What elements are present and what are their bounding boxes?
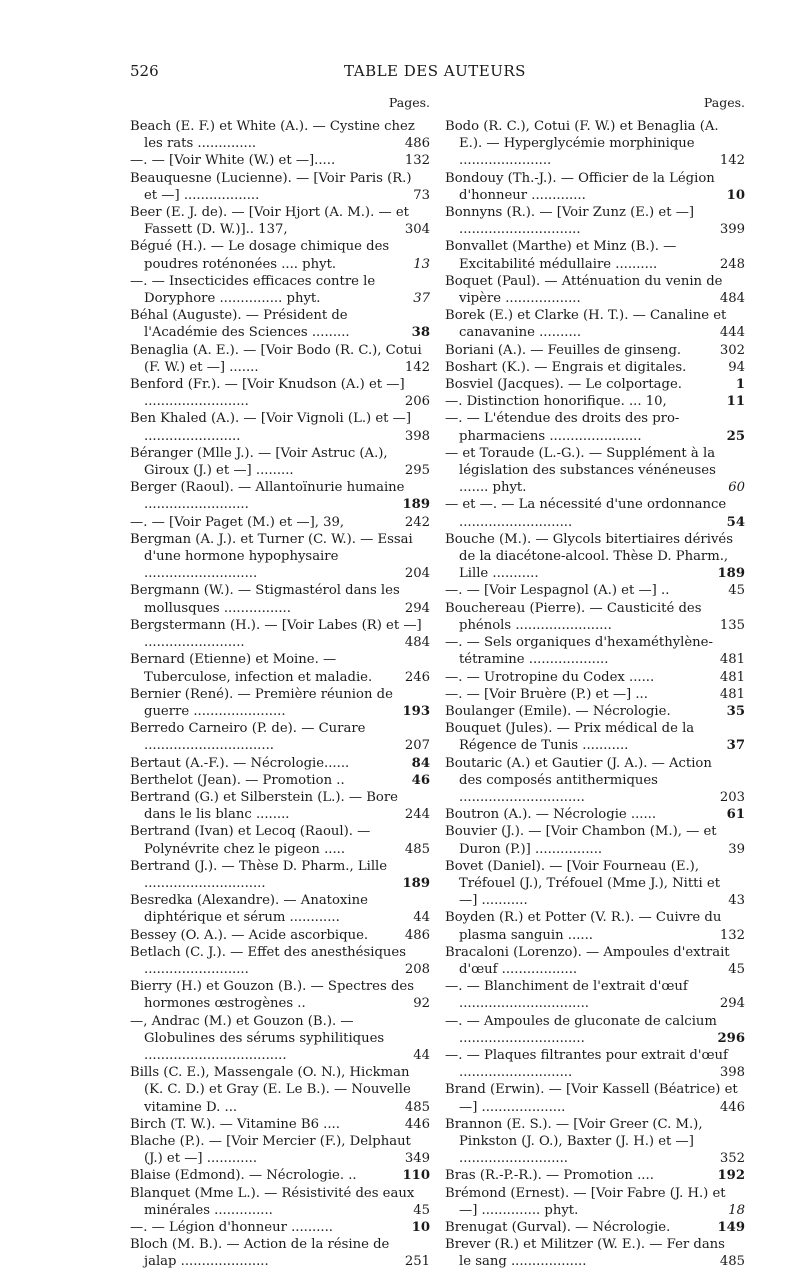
entry-page-number: 84 (397, 755, 430, 772)
entry-text: Bouche (M.). — Glycols bitertiaires dérivés de la diacétone-alcool. Thèse D. Pharm., Lille ........... (445, 531, 733, 582)
index-entry (130, 1219, 430, 1236)
entry-text: Bertrand (Ivan) et Lecoq (Raoul). — Polynévrite chez le pigeon ..... (130, 824, 371, 857)
index-entry (130, 376, 430, 410)
entry-text: Blaise (Edmond). — Nécrologie. .. (130, 1168, 357, 1184)
entry-text: Beer (E. J. de). — [Voir Hjort (A. M.). — et Fassett (D. W.)].. 137, (130, 205, 409, 238)
entry-page-number: 39 (712, 841, 745, 858)
entry-page-number: 54 (712, 514, 745, 531)
entry-page-number: 1 (712, 376, 745, 393)
entry-text: Bernard (Etienne) et Moine. — Tuberculose, infection et maladie. (130, 652, 373, 685)
entry-text: Boquet (Paul). — Atténuation du venin de vipère .................. (445, 273, 723, 307)
index-entry (445, 359, 745, 376)
entry-text: Bouquet (Jules). — Prix médical de la Régence de Tunis ........... (445, 721, 695, 754)
entry-page-number: 204 (397, 565, 430, 582)
entry-page-number: 10 (712, 187, 745, 204)
entry-page-number: 446 (712, 1099, 745, 1116)
entry-text: Bégué (H.). — Le dosage chimique des poudres roténonées .... phyt. (130, 239, 390, 272)
entry-text: —. — Insecticides efficaces contre le Doryphore ............... phyt. (130, 273, 376, 307)
index-entry (130, 1133, 430, 1167)
entry-page-number: 294 (397, 600, 430, 617)
entry-page-number: 60 (712, 479, 745, 496)
entry-text: Bertaut (A.-F.). — Nécrologie...... (130, 755, 350, 771)
entry-page-number: 43 (712, 892, 745, 909)
entry-page-number: 481 (712, 669, 745, 686)
index-entry (445, 634, 745, 668)
entry-text: —. — Ampoules de gluconate de calcium .............................. (445, 1013, 717, 1046)
entry-page-number: 206 (397, 393, 430, 410)
entry-text: Benaglia (A. E.). — [Voir Bodo (R. C.), Cotui (F. W.) et —] ....... (130, 342, 422, 375)
index-entry (445, 909, 745, 943)
entry-text: —. — [Voir Lespagnol (A.) et —] .. (445, 583, 670, 599)
entry-text: Bouvier (J.). — [Voir Chambon (M.), — et Duron (P.)] ................ (445, 824, 717, 857)
entry-page-number: 244 (397, 806, 430, 823)
index-entry (130, 1064, 430, 1116)
entry-page-number: 398 (712, 1064, 745, 1081)
entry-text: — et Toraude (L.-G.). — Supplément à la législation des substances vénéneuses ....... phyt. (445, 445, 716, 496)
index-entry (445, 342, 745, 359)
entry-page-number: 37 (397, 290, 430, 307)
entry-text: Besredka (Alexandre). — Anatoxine diphtérique et sérum ............ (130, 893, 368, 926)
entry-page-number: 481 (712, 651, 745, 668)
entry-page-number: 45 (712, 961, 745, 978)
entry-text: Bloch (M. B.). — Action de la résine de jalap ..................... (130, 1237, 390, 1270)
index-entry (445, 1236, 745, 1270)
index-entry (130, 307, 430, 341)
index-entry (130, 410, 430, 444)
index-entry (130, 892, 430, 926)
index-entry (130, 686, 430, 720)
entry-text: —. — [Voir Bruère (P.) et —] ... (445, 686, 648, 702)
index-entry (130, 582, 430, 616)
index-entry (130, 823, 430, 857)
entry-text: Brenugat (Gurval). — Nécrologie. (445, 1220, 671, 1235)
entry-page-number: 302 (712, 342, 745, 359)
entry-text: Bergstermann (H.). — [Voir Labes (R) et —] ........................ (130, 617, 422, 651)
entry-page-number: 38 (397, 324, 430, 341)
entry-text: Blache (P.). — [Voir Mercier (F.), Delphaut (J.) et —] ............ (130, 1133, 411, 1167)
entry-text: Brever (R.) et Militzer (W. E.). — Fer dans le sang .................. (445, 1237, 725, 1270)
entry-text: Béhal (Auguste). — Président de l'Académie des Sciences ......... (130, 308, 350, 341)
index-entry (130, 1236, 430, 1270)
entry-page-number: 296 (712, 1030, 745, 1047)
entry-page-number: 485 (712, 1253, 745, 1270)
entry-text: Bernier (René). — Première réunion de guerre ...................... (130, 686, 393, 719)
entry-page-number: 485 (397, 841, 430, 858)
entry-text: —. — L'étendue des droits des pro-pharmaciens ...................... (445, 411, 680, 444)
entry-text: Beach (E. F.) et White (A.). — Cystine chez les rats .............. (130, 119, 415, 152)
entry-page-number: 484 (712, 290, 745, 307)
index-entry (445, 703, 745, 720)
index-entry (130, 118, 430, 152)
index-entry (445, 376, 745, 393)
entry-page-number: 132 (397, 152, 430, 169)
index-entry (130, 238, 430, 272)
entry-text: Borek (E.) et Clarke (H. T.). — Canaline et canavanine .......... (445, 308, 727, 341)
entry-page-number: 10 (397, 1219, 430, 1236)
index-entry (130, 1116, 430, 1133)
index-entry (445, 410, 745, 444)
entry-text: Beauquesne (Lucienne). — [Voir Paris (R.) et —] .................. (130, 170, 412, 203)
entry-text: Boutaric (A.) et Gautier (J. A.). — Action des composés antithermiques .............................. (445, 755, 712, 805)
index-entry (130, 755, 430, 772)
entry-page-number: 11 (712, 393, 745, 410)
entry-page-number: 486 (397, 135, 430, 152)
entry-page-number: 248 (712, 256, 745, 273)
index-entry (130, 273, 430, 307)
entry-page-number: 35 (712, 703, 745, 720)
entry-page-number: 45 (712, 582, 745, 599)
index-entry (130, 858, 430, 892)
right-column (445, 96, 745, 1271)
entry-page-number: 446 (397, 1116, 430, 1133)
index-entry (130, 617, 430, 651)
entry-page-number: 485 (397, 1099, 430, 1116)
entry-page-number: 192 (712, 1167, 745, 1184)
entry-text: Bouchereau (Pierre). — Causticité des phénols ....................... (445, 600, 702, 633)
entry-text: Bertrand (G.) et Silberstein (L.). — Bore dans le lis blanc ........ (130, 789, 398, 823)
entry-text: Bertrand (J.). — Thèse D. Pharm., Lille ............................. (130, 858, 388, 891)
index-entry (445, 755, 745, 807)
entry-page-number: 45 (397, 1202, 430, 1219)
entry-text: Bergman (A. J.). et Turner (C. W.). — Essai d'une hormone hypophysaire ........................... (130, 531, 413, 582)
entry-page-number: 44 (397, 1047, 430, 1064)
entry-text: Bonnyns (R.). — [Voir Zunz (E.) et —] ............................. (445, 205, 695, 238)
index-entry (445, 600, 745, 634)
index-entry (445, 170, 745, 204)
running-title: TABLE DES AUTEURS (344, 62, 526, 80)
entry-text: Benford (Fr.). — [Voir Knudson (A.) et —] ......................... (130, 377, 405, 410)
entry-text: — et —. — La nécessité d'une ordonnance ........................... (445, 497, 727, 530)
entry-text: Berredo Carneiro (P. de). — Curare ............................... (130, 721, 366, 754)
entry-page-number: 73 (397, 187, 430, 204)
index-entry (130, 1185, 430, 1219)
index-entry (445, 686, 745, 703)
entry-page-number: 189 (397, 875, 430, 892)
entry-page-number: 484 (397, 634, 430, 651)
index-entry (445, 1047, 745, 1081)
entry-page-number: 251 (397, 1253, 430, 1270)
entry-text: Berger (Raoul). — Allantoïnurie humaine ......................... (130, 480, 405, 513)
index-entry (445, 1167, 745, 1184)
index-entry (130, 204, 430, 238)
index-entry (130, 170, 430, 204)
entry-text: Berthelot (Jean). — Promotion .. (130, 772, 345, 788)
entry-page-number: 110 (397, 1167, 430, 1184)
index-entry (445, 1219, 745, 1236)
index-entry (130, 514, 430, 531)
index-entry (130, 978, 430, 1012)
entry-page-number: 486 (397, 927, 430, 944)
entry-page-number: 349 (397, 1150, 430, 1167)
entry-page-number: 242 (397, 514, 430, 531)
index-entry (445, 978, 745, 1012)
entry-page-number: 399 (712, 221, 745, 238)
entry-text: Blanquet (Mme L.). — Résistivité des eaux minérales .............. (130, 1185, 415, 1218)
index-entry (445, 1081, 745, 1115)
index-entry (130, 651, 430, 685)
index-entry (130, 445, 430, 479)
entry-text: Boyden (R.) et Potter (V. R.). — Cuivre du plasma sanguin ...... (445, 910, 722, 943)
entry-page-number: 295 (397, 462, 430, 479)
index-entry (445, 531, 745, 583)
index-entry (445, 273, 745, 307)
page-header (130, 62, 740, 84)
entry-page-number: 203 (712, 789, 745, 806)
entry-text: Bierry (H.) et Gouzon (B.). — Spectres des hormones œstrogènes .. (130, 979, 414, 1012)
entry-text: Boutron (A.). — Nécrologie ...... (445, 807, 657, 823)
entry-text: Bonvallet (Marthe) et Minz (B.). — Excitabilité médullaire .......... (445, 239, 677, 272)
entry-page-number: 246 (397, 669, 430, 686)
index-entry (445, 806, 745, 823)
entry-text: —. — Urotropine du Codex ...... (445, 669, 655, 685)
index-entry (445, 445, 745, 497)
index-entry (445, 496, 745, 530)
entry-text: Ben Khaled (A.). — [Voir Vignoli (L.) et —] ....................... (130, 411, 411, 444)
entry-text: Béranger (Mlle J.). — [Voir Astruc (A.), Giroux (J.) et —] ......... (130, 445, 388, 479)
entry-text: Boulanger (Emile). — Nécrologie. (445, 703, 671, 719)
entry-text: Bessey (O. A.). — Acide ascorbique. (130, 927, 369, 943)
entry-page-number: 94 (712, 359, 745, 376)
index-entry (130, 927, 430, 944)
index-entry (130, 720, 430, 754)
entry-text: Bosviel (Jacques). — Le colportage. (445, 377, 682, 393)
pages-column-label: Pages. (388, 95, 430, 110)
entry-text: Bovet (Daniel). — [Voir Fourneau (E.), Tréfouel (J.), Tréfouel (Mme J.), Nitti et —] ........... (445, 858, 720, 909)
entry-text: Birch (T. W.). — Vitamine B6 .... (130, 1116, 340, 1132)
entry-text: Brémond (Ernest). — [Voir Fabre (J. H.) et —] .............. phyt. (445, 1185, 726, 1218)
index-entry (445, 720, 745, 754)
entry-text: —. — Plaques filtrantes pour extrait d'œuf ........................... (445, 1047, 728, 1081)
entry-page-number: 61 (712, 806, 745, 823)
index-entry (130, 772, 430, 789)
page-number: 526 (130, 62, 159, 80)
index-entry (445, 1116, 745, 1168)
entry-text: —. — [Voir White (W.) et —]..... (130, 153, 336, 169)
entry-page-number: 398 (397, 428, 430, 445)
index-entry (130, 479, 430, 513)
index-entry (445, 944, 745, 978)
entry-page-number: 142 (397, 359, 430, 376)
index-entry (130, 342, 430, 376)
index-entry (445, 204, 745, 238)
entry-text: Bills (C. E.), Massengale (O. N.), Hickman (K. C. D.) et Gray (E. Le B.). — Nouvelle vitamine D. ... (130, 1065, 411, 1115)
entry-page-number: 149 (712, 1219, 745, 1236)
entry-page-number: 304 (397, 221, 430, 238)
index-entry (445, 858, 745, 910)
index-entry (130, 531, 430, 583)
entry-page-number: 13 (397, 256, 430, 273)
entry-page-number: 444 (712, 324, 745, 341)
index-entry (445, 118, 745, 170)
entry-text: —. Distinction honorifique. ... 10, (445, 394, 667, 410)
index-entry (130, 152, 430, 169)
entry-text: Bras (R.-P.-R.). — Promotion .... (445, 1168, 654, 1184)
index-entry (445, 307, 745, 341)
pages-column-label: Pages. (703, 95, 745, 110)
index-entry (445, 1185, 745, 1219)
entry-text: Boshart (K.). — Engrais et digitales. (445, 359, 687, 375)
entry-page-number: 207 (397, 737, 430, 754)
entry-text: Brand (Erwin). — [Voir Kassell (Béatrice) et —] .................... (445, 1082, 738, 1115)
entry-text: Bracaloni (Lorenzo). — Ampoules d'extrait d'œuf .................. (445, 944, 730, 977)
left-column (130, 96, 430, 1271)
index-entry (445, 669, 745, 686)
entry-page-number: 18 (712, 1202, 745, 1219)
index-entry (130, 1167, 430, 1184)
index-entry (445, 238, 745, 272)
entry-page-number: 481 (712, 686, 745, 703)
entry-text: —. — [Voir Paget (M.) et —], 39, (130, 514, 345, 530)
entry-page-number: 132 (712, 927, 745, 944)
entry-text: —, Andrac (M.) et Gouzon (B.). — Globulines des sérums syphilitiques .................................. (130, 1013, 385, 1063)
entry-text: Brannon (E. S.). — [Voir Greer (C. M.), Pinkston (J. O.), Baxter (J. H.) et —] .......................... (445, 1116, 703, 1167)
entry-page-number: 142 (712, 152, 745, 169)
entry-page-number: 135 (712, 617, 745, 634)
entry-text: Bergmann (W.). — Stigmastérol dans les mollusques ................ (130, 583, 400, 616)
entry-text: Betlach (C. J.). — Effet des anesthésiques ......................... (130, 944, 406, 977)
entry-text: —. — Sels organiques d'hexaméthylène-tétramine ................... (445, 635, 713, 668)
entry-text: —. — Blanchiment de l'extrait d'œuf ............................... (445, 979, 688, 1012)
index-entry (130, 789, 430, 823)
entry-page-number: 294 (712, 995, 745, 1012)
entry-page-number: 25 (712, 428, 745, 445)
entry-page-number: 193 (397, 703, 430, 720)
index-entry (445, 393, 745, 410)
entry-page-number: 92 (397, 995, 430, 1012)
index-entry (445, 823, 745, 857)
index-entry (130, 1013, 430, 1065)
entry-page-number: 44 (397, 909, 430, 926)
entry-page-number: 37 (712, 737, 745, 754)
entry-page-number: 46 (397, 772, 430, 789)
entry-text: Bodo (R. C.), Cotui (F. W.) et Benaglia (A. E.). — Hyperglycémie morphinique ...................... (445, 119, 719, 169)
entry-page-number: 208 (397, 961, 430, 978)
entry-text: Boriani (A.). — Feuilles de ginseng. (445, 342, 682, 358)
index-entry (445, 582, 745, 599)
index-entry (445, 1013, 745, 1047)
entry-page-number: 352 (712, 1150, 745, 1167)
entry-page-number: 189 (712, 565, 745, 582)
entry-text: Bondouy (Th.-J.). — Officier de la Légion d'honneur ............. (445, 170, 715, 203)
entry-text: —. — Légion d'honneur .......... (130, 1220, 333, 1235)
entry-page-number: 189 (397, 496, 430, 513)
index-entry (130, 944, 430, 978)
